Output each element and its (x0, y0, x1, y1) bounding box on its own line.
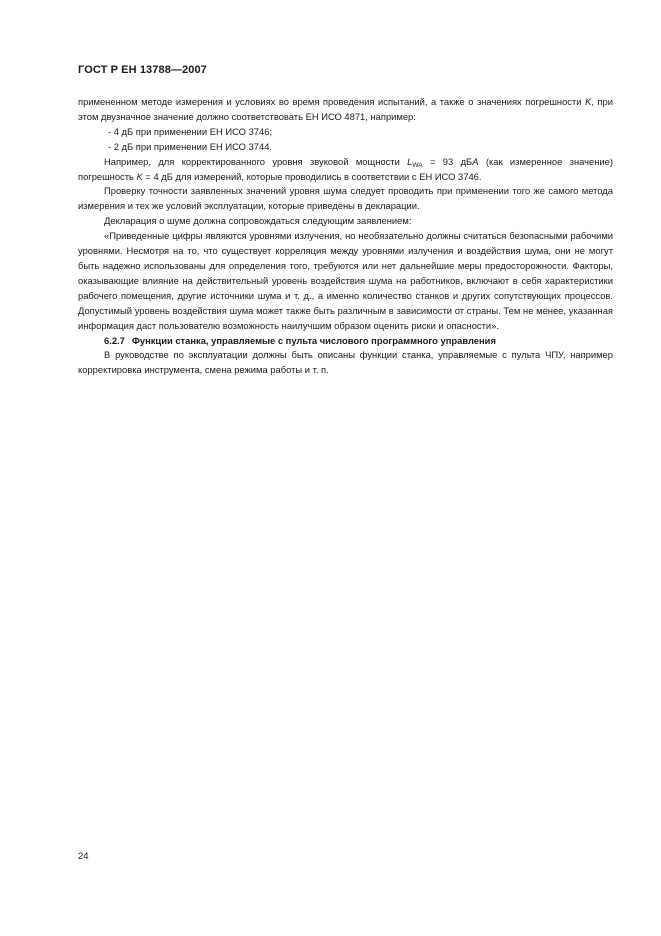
paragraph-cnc: В руководстве по эксплуатации должны быть описаны функции станка, управляемые с пульта ЧПУ, например корректировка инструмента, смена режима работы и т. п. (78, 349, 613, 376)
section-number: 6.2.7 (104, 334, 125, 346)
variable-a: A (472, 155, 479, 167)
list-item: - 4 дБ при применении ЕН ИСО 3746; (108, 125, 273, 137)
paragraph-continuation (78, 95, 613, 125)
list-item: - 2 дБ при применении ЕН ИСО 3744. (108, 140, 273, 152)
paragraph-text: примененном методе измерения и условиях во время проведения испытаний, а также о значениях погрешности (78, 96, 586, 107)
document-header: ГОСТ Р ЕН 13788—2007 (78, 64, 207, 76)
variable-k: K (585, 96, 592, 107)
paragraph-text: , при этом двузначное значение должно соответствовать ЕН ИСО 4871, например: (78, 96, 613, 122)
paragraph-text: = 4 дБ для измерений, которые проводились в соответствии с ЕН ИСО 3746. (142, 170, 482, 182)
paragraph-declaration: Декларация о шуме должна сопровождаться следующим заявлением: (104, 215, 412, 227)
paragraph-example (78, 155, 613, 185)
paragraph-text: Например, для корректированного уровня звуковой мощности (104, 155, 408, 167)
section-title: Функции станка, управляемые с пульта числового программного управления (131, 334, 496, 346)
section-heading (78, 334, 613, 349)
paragraph-text: = 93 дБ (422, 155, 473, 167)
page-number: 24 (78, 851, 89, 862)
paragraph-text: (как измеренное значение) погрешность (78, 155, 614, 182)
paragraph-quote: «Приведенные цифры являются уровнями излучения, но необязательно должны считаться безопасными рабочими уровнями. Несмотря на то, что существует корреляция между уровнями излучения и воздействия шума, они не могут быть надежно использованы для определения того, требуются или нет дальнейшие меры предосторожности. Факторы, оказывающие влияние на действительный уровень воздействия шума на работников, включают в себя характеристики рабочего помещения, другие источники шума и т. д., а именно количество станков и других сопутствующих процессов. Допустимый уровень воздействия шума может также быть различным в зависимости от страны. Тем не менее, указанная информация даст пользователю возможность наилучшим образом оценить риски и опасности». (78, 230, 613, 331)
document-body (78, 95, 613, 378)
variable-l: L (407, 155, 413, 167)
subscript-wa: WA (412, 161, 423, 169)
variable-k: K (136, 170, 143, 182)
paragraph-verification: Проверку точности заявленных значений уровня шума следует проводить при применении того же самого метода измерения и тех же условий эксплуатации, которые приведены в декларации. (78, 185, 613, 212)
